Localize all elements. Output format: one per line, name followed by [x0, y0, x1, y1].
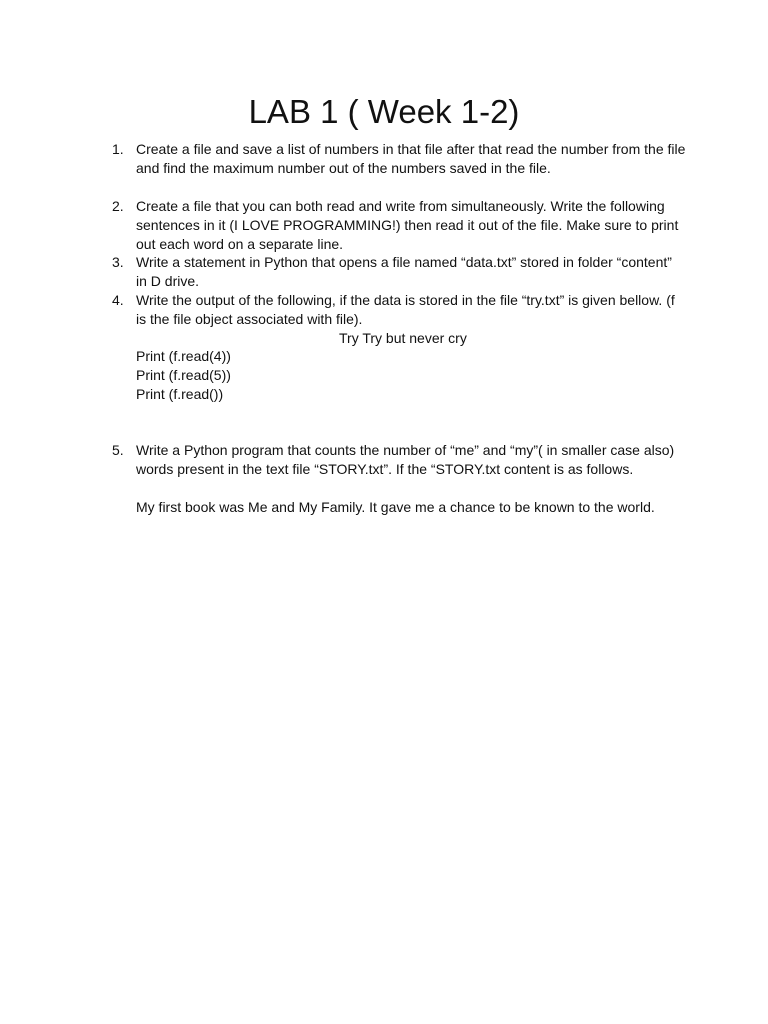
question-2 [112, 197, 692, 253]
question-text-line: Create a file that you can both read and write from simultaneously. Write the following [136, 198, 665, 214]
question-text-line: is the file object associated with file). [136, 310, 363, 327]
question-text-line: Write the output of the following, if the data is stored in the file “try.txt” is given bellow. (f [136, 292, 675, 308]
question-text-line: out each word on a separate line. [136, 235, 344, 252]
question-number: 3. [112, 254, 124, 270]
question-1 [112, 140, 692, 178]
question-text-line: Write a statement in Python that opens a file named “data.txt” stored in folder “content” [136, 254, 672, 270]
question-5 [112, 441, 692, 516]
question-number: 1. [112, 141, 124, 157]
question-3 [112, 253, 692, 291]
file-content-sample: Try Try but never cry [339, 329, 467, 346]
question-4 [112, 291, 692, 404]
question-text-line: Create a file and save a list of numbers in that file after that read the number from the file [136, 141, 686, 157]
question-text-line: sentences in it (I LOVE PROGRAMMING!) then read it out of the file. Make sure to print [136, 216, 679, 233]
question-text-line: in D drive. [136, 272, 200, 289]
code-line: Print (f.read()) [136, 385, 224, 402]
question-number: 4. [112, 292, 124, 308]
question-text-line: Write a Python program that counts the number of “me” and “my”( in smaller case also) [136, 442, 675, 458]
code-line: Print (f.read(4)) [136, 348, 231, 365]
question-text-line: words present in the text file “STORY.txt”. If the “STORY.txt content is as follows. [136, 460, 634, 477]
question-number: 5. [112, 442, 124, 458]
story-text: My first book was Me and My Family. It gave me a chance to be known to the world. [136, 498, 655, 515]
question-number: 2. [112, 198, 124, 214]
page-title: LAB 1 ( Week 1-2) [248, 93, 520, 130]
code-line: Print (f.read(5)) [136, 367, 231, 384]
question-text-line: and find the maximum number out of the numbers saved in the file. [136, 159, 551, 176]
